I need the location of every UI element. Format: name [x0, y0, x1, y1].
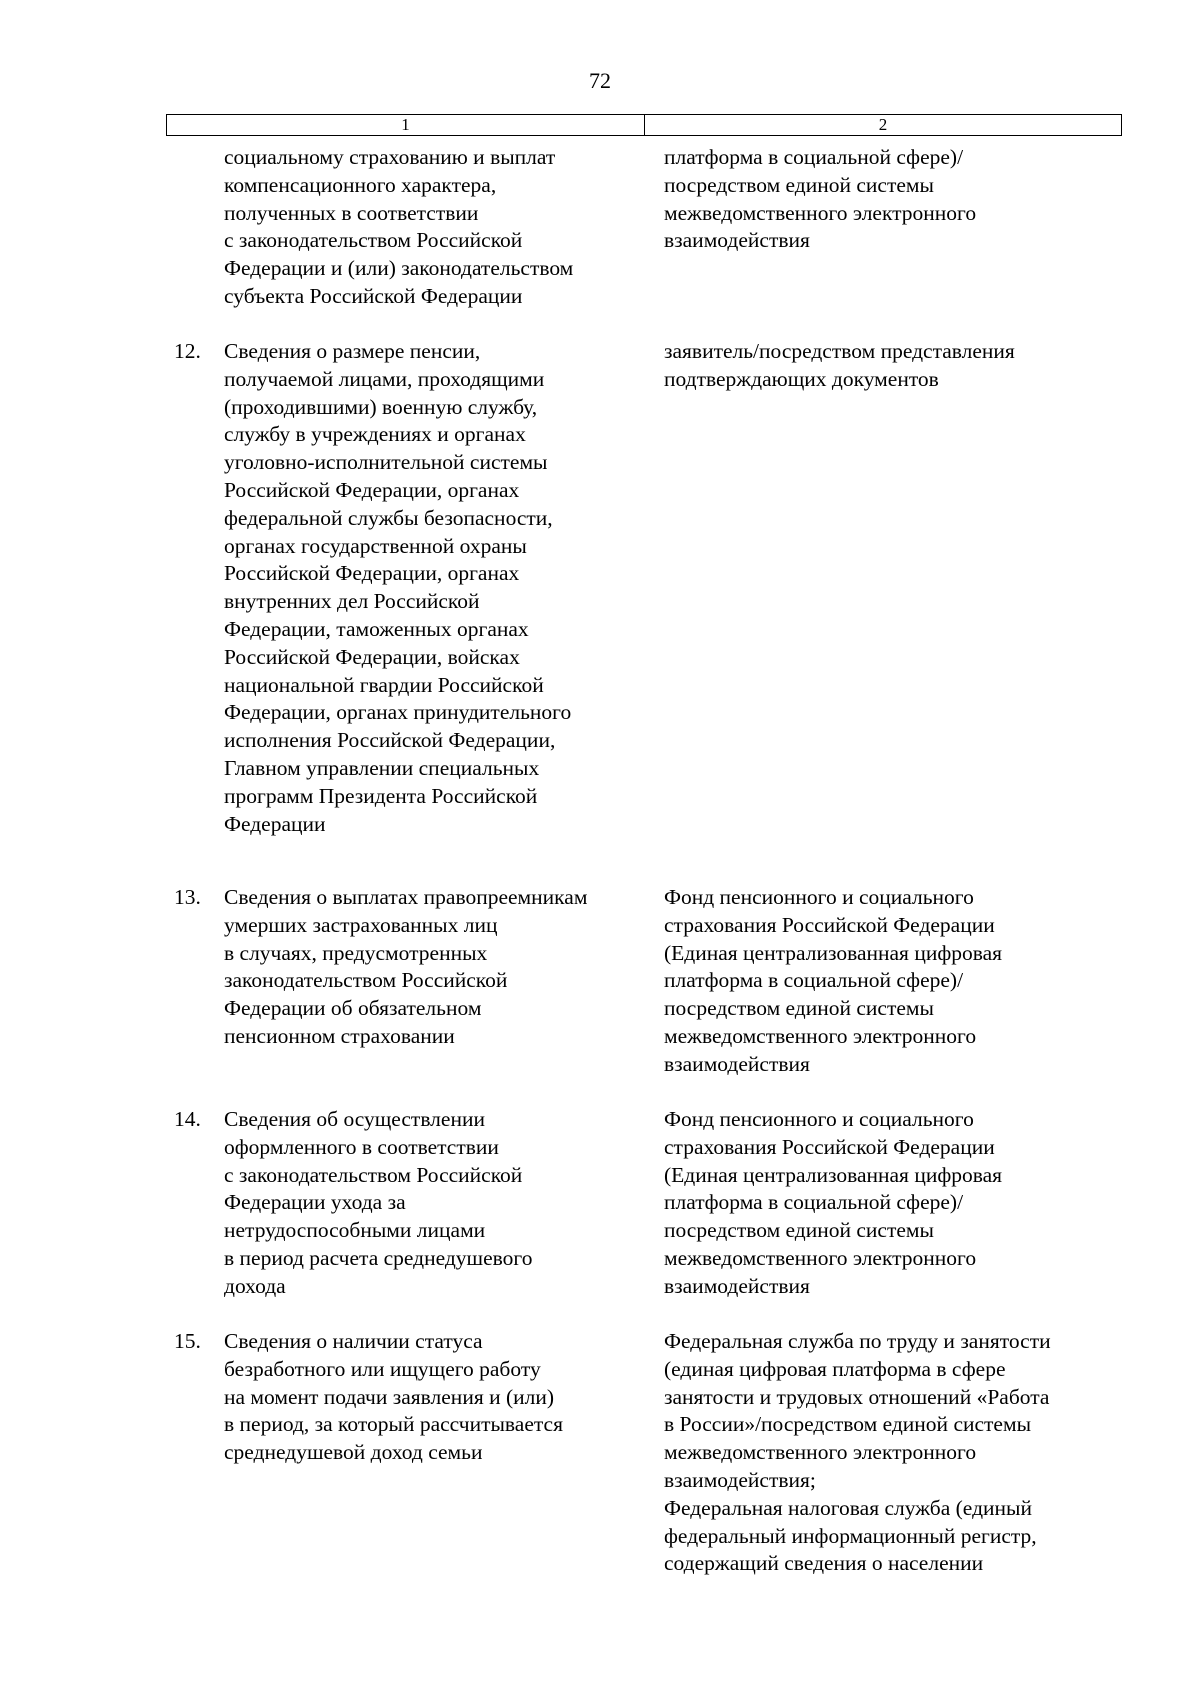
text-line: с законодательством Российской: [224, 228, 523, 253]
text-line: занятости и трудовых отношений «Работа: [664, 1384, 1050, 1409]
row-number: 15.: [174, 1329, 201, 1353]
text-line: дохода: [224, 1273, 286, 1298]
text-line: страхования Российской Федерации: [664, 1134, 995, 1159]
row-source: [664, 338, 1114, 394]
text-line: межведомственного электронного: [664, 1245, 977, 1270]
row-source: [664, 144, 1114, 255]
text-line: на момент подачи заявления и (или): [224, 1384, 555, 1409]
text-line: национальной гвардии Российской: [224, 672, 544, 697]
row-source: [664, 1328, 1114, 1578]
text-line: в период расчета среднедушевого: [224, 1245, 533, 1270]
text-line: Сведения о наличии статуса: [224, 1329, 483, 1353]
text-line: Федеральная налоговая служба (единый: [664, 1495, 1032, 1520]
text-line: межведомственного электронного: [664, 1023, 977, 1048]
row-number: 14.: [174, 1107, 201, 1131]
text-line: Сведения об осуществлении: [224, 1107, 485, 1131]
text-line: Федерации, органах принудительного: [224, 700, 572, 725]
table-row: [0, 338, 1200, 884]
row-description: [224, 144, 644, 311]
text-line: программ Президента Российской: [224, 783, 538, 808]
text-line: Федерации, таможенных органах: [224, 616, 529, 641]
table-header-col-1: 1: [167, 115, 645, 135]
text-line: взаимодействия: [664, 1273, 810, 1298]
text-line: Главном управлении специальных: [224, 755, 540, 780]
text-line: Федерации: [224, 811, 326, 836]
row-description: [224, 884, 644, 1051]
text-line: умерших застрахованных лиц: [224, 912, 498, 937]
text-line: межведомственного электронного: [664, 200, 977, 225]
text-line: Федеральная служба по труду и занятости: [664, 1329, 1051, 1353]
text-line: платформа в социальной сфере)/: [664, 968, 964, 993]
table-row: [0, 1106, 1200, 1328]
text-line: получаемой лицами, проходящими: [224, 366, 545, 391]
row-number: 12.: [174, 339, 201, 363]
text-line: Российской Федерации, органах: [224, 477, 520, 502]
text-line: страхования Российской Федерации: [664, 912, 995, 937]
table-row: [0, 884, 1200, 1106]
text-line: межведомственного электронного: [664, 1440, 977, 1465]
text-line: уголовно-исполнительной системы: [224, 450, 548, 475]
page-number: 72: [589, 68, 611, 93]
text-line: подтверждающих документов: [664, 366, 939, 391]
text-line: Федерации об обязательном: [224, 996, 482, 1021]
text-line: исполнения Российской Федерации,: [224, 728, 556, 753]
text-line: посредством единой системы: [664, 996, 934, 1021]
text-line: нетрудоспособными лицами: [224, 1218, 486, 1243]
text-line: законодательством Российской: [224, 968, 508, 993]
text-line: Фонд пенсионного и социального: [664, 885, 974, 909]
text-line: федеральный информационный регистр,: [664, 1523, 1037, 1548]
text-line: субъекта Российской Федерации: [224, 283, 523, 308]
row-description: [224, 338, 644, 838]
text-line: Фонд пенсионного и социального: [664, 1107, 974, 1131]
text-line: в период, за который рассчитывается: [224, 1412, 563, 1437]
text-line: (проходившими) военную службу,: [224, 394, 538, 419]
text-line: (Единая централизованная цифровая: [664, 1162, 1003, 1187]
text-line: посредством единой системы: [664, 172, 934, 197]
text-line: платформа в социальной сфере)/: [664, 1190, 964, 1215]
row-source: [664, 884, 1114, 1079]
text-line: органах государственной охраны: [224, 533, 527, 558]
text-line: в случаях, предусмотренных: [224, 940, 488, 965]
text-line: Сведения о выплатах правопреемникам: [224, 885, 588, 909]
text-line: пенсионном страховании: [224, 1023, 455, 1048]
text-line: взаимодействия: [664, 228, 810, 253]
text-line: внутренних дел Российской: [224, 589, 480, 614]
text-line: службу в учреждениях и органах: [224, 422, 526, 447]
row-number: 13.: [174, 885, 201, 909]
table-body: [0, 144, 1200, 1588]
text-line: взаимодействия;: [664, 1467, 816, 1492]
text-line: Российской Федерации, войсках: [224, 644, 520, 669]
text-line: полученных в соответствии: [224, 200, 479, 225]
table-row: [0, 144, 1200, 338]
row-description: [224, 1106, 644, 1301]
row-description: [224, 1328, 644, 1467]
text-line: Федерации ухода за: [224, 1190, 406, 1215]
text-line: (единая цифровая платформа в сфере: [664, 1356, 1006, 1381]
text-line: Российской Федерации, органах: [224, 561, 520, 586]
text-line: Федерации и (или) законодательством: [224, 256, 574, 281]
text-line: заявитель/посредством представления: [664, 339, 1015, 363]
text-line: с законодательством Российской: [224, 1162, 523, 1187]
table-header-row: [166, 114, 1122, 136]
text-line: в России»/посредством единой системы: [664, 1412, 1032, 1437]
text-line: социальному страхованию и выплат: [224, 145, 556, 169]
text-line: федеральной службы безопасности,: [224, 505, 553, 530]
row-source: [664, 1106, 1114, 1301]
table-header-col-2: 2: [878, 115, 888, 134]
text-line: среднедушевой доход семьи: [224, 1440, 483, 1465]
table-row: [0, 1328, 1200, 1588]
text-line: платформа в социальной сфере)/: [664, 145, 964, 169]
text-line: оформленного в соответствии: [224, 1134, 499, 1159]
text-line: взаимодействия: [664, 1051, 810, 1076]
text-line: безработного или ищущего работу: [224, 1356, 541, 1381]
text-line: (Единая централизованная цифровая: [664, 940, 1003, 965]
text-line: посредством единой системы: [664, 1218, 934, 1243]
text-line: содержащий сведения о населении: [664, 1551, 984, 1576]
text-line: Сведения о размере пенсии,: [224, 339, 481, 363]
text-line: компенсационного характера,: [224, 172, 497, 197]
